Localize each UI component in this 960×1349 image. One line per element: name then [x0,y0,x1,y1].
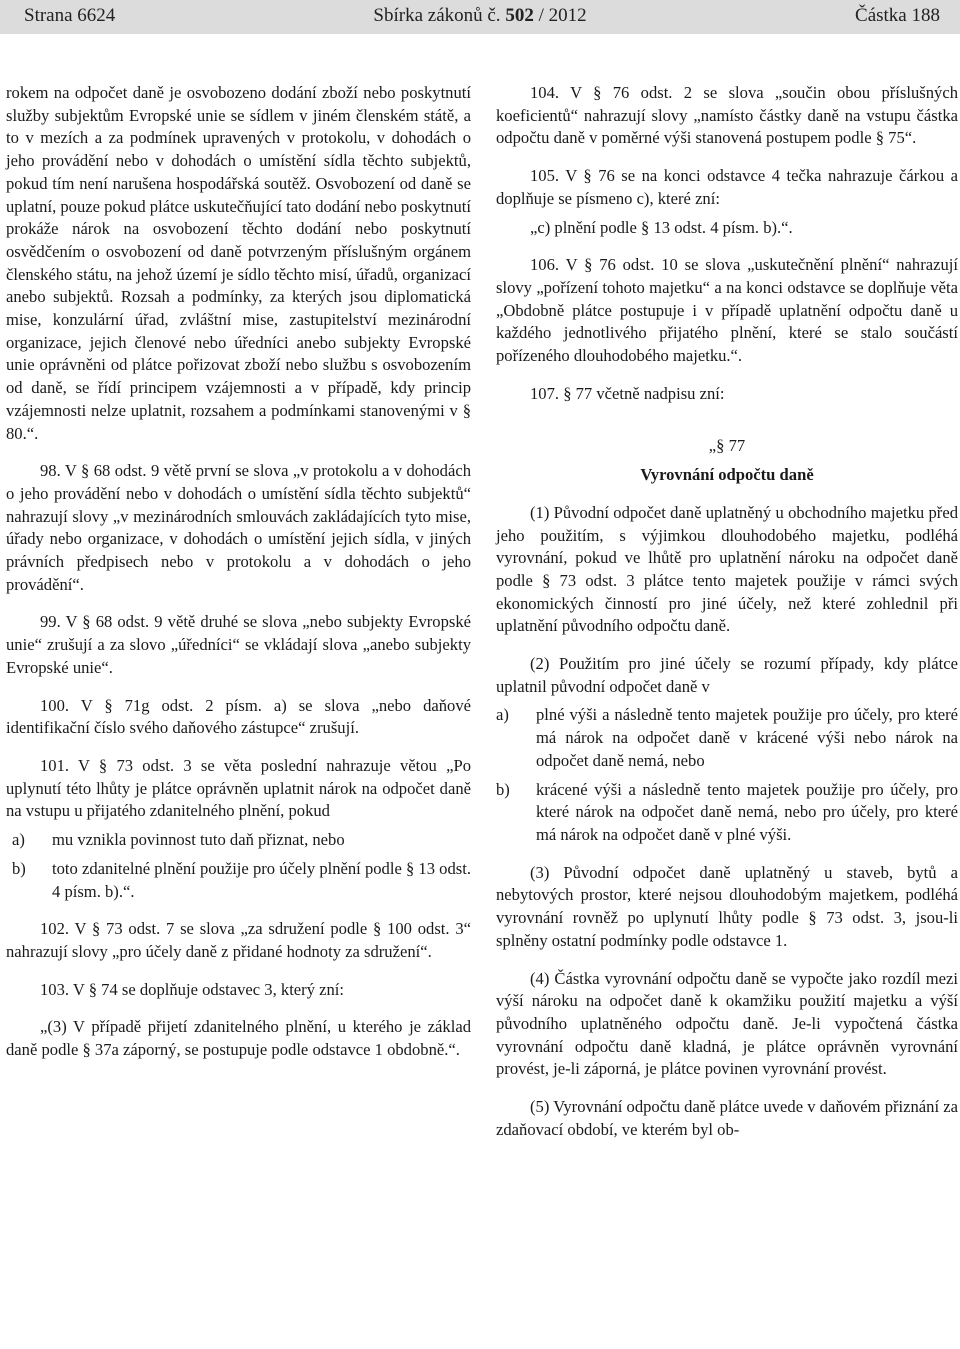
item-marker: b) [12,858,26,878]
subsection-1: (1) Původní odpočet daně uplatněný u obchodního majetku před jeho použitím, s výjimkou dlouhodobého majetku, podléhá vyrovnání, pokud ve lhůtě pro uplatnění nároku na odpočet daně podle § 73 odst. 3 plátce tento majetek použije v rámci svých ekonomických činností pro jiné účely, než které zohlednil při uplatnění původního odpočtu daně. [496,502,958,636]
paragraph-continuation: rokem na odpočet daně je osvobozeno dodání zboží nebo poskytnutí služby subjektům Evropské unie se sídlem v jiném členském státě, a to v mezích a za podmínek upravených v protokolu, v dohodách o jeho provádění nebo v dohodách o umístění sídla těchto subjektů, pokud tím není narušena hospodářská soutěž. Osvobození od daně se uplatní, pouze pokud plátce uskutečňující tato dodání nebo poskytnutí prokáže nárok na osvobození těchto dodání nebo poskytnutí osvědčením o osvobození od daně potvrzeným příslušným orgánem členského státu, na jehož území je sídlo těchto misí, úřadů, organizací anebo subjektů. Rozsah a podmínky, za kterých jsou diplomatická mise, konzulární úřad, zvláštní mise, zastupitelství mezinárodní organizace, jejich členové nebo úředníci anebo subjekty Evropské unie oprávněni od plátce pořizovat zboží nebo službu s osvobozením od daně, se řídí principem vzájemnosti a v případě, kdy princip vzájemnosti nelze uplatnit, rozsahem a podmínkami stanovenými v § 80.“. [6,83,471,443]
subsection-5: (5) Vyrovnání odpočtu daně plátce uvede v daňovém přiznání za zdaňovací období, ve kterém byl ob- [496,1097,958,1139]
point-105-quote: „c) plnění podle § 13 odst. 4 písm. b).“. [530,217,793,237]
collection-title [0,4,960,28]
point-98: 98. V § 68 odst. 9 větě první se slova „v protokolu a v dohodách o jeho provádění nebo v dohodách o umístění sídla těchto subjektů“ nahrazují slovy „v mezinárodních smlouvách zakládajících tyto mise, úřady nebo organizace, v dohodách o umístění jejich sídla, v jiných právních předpisech nebo v protokolu a v dohodách o jeho provádění“. [6,461,471,594]
point-101-item-a [6,829,471,852]
point-107: 107. § 77 včetně nadpisu zní: [530,383,725,403]
point-106: 106. V § 76 odst. 10 se slova „uskutečnění plnění“ nahrazují slovy „pořízení tohoto majetku“ a na konci odstavce se doplňuje věta „Obdobně plátce postupuje i v případě uplatnění odpočtu daně u každého jednotlivého přijatého plnění, které se stalo součástí pořízeného dlouhodobého majetku.“. [496,255,958,366]
item-text: krácené výši a následně tento majetek použije pro účely, pro které nárok na odpočet daně nemá, nebo pro účely, pro které má nárok na odpočet daně v plné výši. [536,779,958,844]
item-text: mu vznikla povinnost tuto daň přiznat, nebo [52,830,345,850]
section-title: Vyrovnání odpočtu daně [640,465,814,485]
subsection-3: (3) Původní odpočet daně uplatněný u staveb, bytů a nebytových prostor, které nejsou dlouhodobým majetkem, podléhá vyrovnání rovněž po uplynutí lhůty podle § 73 odst. 3, jsou-li splněny ostatní podmínky podle odstavce 1. [496,862,958,950]
point-105: 105. V § 76 se na konci odstavce 4 tečka nahrazuje čárkou a doplňuje se písmeno c), které zní: [496,166,958,208]
collection-number: 502 [505,5,534,26]
collection-title-prefix: Sbírka zákonů č. [373,5,506,26]
point-101: 101. V § 73 odst. 3 se věta poslední nahrazuje větou „Po uplynutí této lhůty je plátce oprávněn uplatnit nárok na odpočet daně na vstupu u přijatého zdanitelného plnění, pokud [6,755,471,821]
subsection-2-item-a [496,704,958,772]
left-column [6,82,471,1062]
item-text: plné výši a následně tento majetek použije pro účely, pro které má nárok na odpočet daně v krácené výši nebo nárok na odpočet daně nemá, nebo [536,705,958,770]
item-marker: b) [496,779,510,799]
page-header [0,0,960,34]
point-101-item-b [6,858,471,903]
point-102: 102. V § 73 odst. 7 se slova „za sdružení podle § 100 odst. 3“ nahrazují slovy „pro účely daně z přidané hodnoty za sdružení“. [6,919,471,961]
point-103-quote: „(3) V případě přijetí zdanitelného plnění, u kterého je základ daně podle § 37a záporný, se postupuje podle odstavce 1 obdobně.“. [6,1017,471,1060]
item-text: toto zdanitelné plnění použije pro účely plnění podle § 13 odst. 4 písm. b).“. [52,858,471,901]
point-99: 99. V § 68 odst. 9 větě druhé se slova „nebo subjekty Evropské unie“ zrušují a za slovo „úředníci“ se vkládají slova „anebo subjekty Evropské unie“. [6,612,471,677]
point-103: 103. V § 74 se doplňuje odstavec 3, který zní: [40,979,345,999]
item-marker: a) [12,830,25,850]
point-104: 104. V § 76 odst. 2 se slova „součin obou příslušných koeficientů“ nahrazují slovy „namísto částky daně na vstupu částka odpočtu daně v poměrné výši stanovená postupem podle § 75“. [496,83,958,148]
issue-number: Částka 188 [855,5,940,26]
subsection-4: (4) Částka vyrovnání odpočtu daně se vypočte jako rozdíl mezi výší nároku na odpočet daně k okamžiku použití majetku a výší původního uplatněného odpočtu daně. Je-li vypočtená částka vyrovnání odpočtu daně kladná, je plátce oprávněn vyrovnání provést, je-li záporná, je plátce povinen vyrovnání provést. [496,968,958,1079]
collection-year: / 2012 [533,5,587,26]
subsection-2: (2) Použitím pro jiné účely se rozumí případy, kdy plátce uplatnil původní odpočet daně v [496,654,958,696]
page-number: Strana 6624 [24,5,116,26]
subsection-2-item-b [496,779,958,847]
right-column [496,82,958,1141]
point-100: 100. V § 71g odst. 2 písm. a) se slova „nebo daňové identifikační číslo svého daňového zástupce“ zrušují. [6,695,471,738]
item-marker: a) [496,705,509,725]
section-number: „§ 77 [708,436,746,456]
